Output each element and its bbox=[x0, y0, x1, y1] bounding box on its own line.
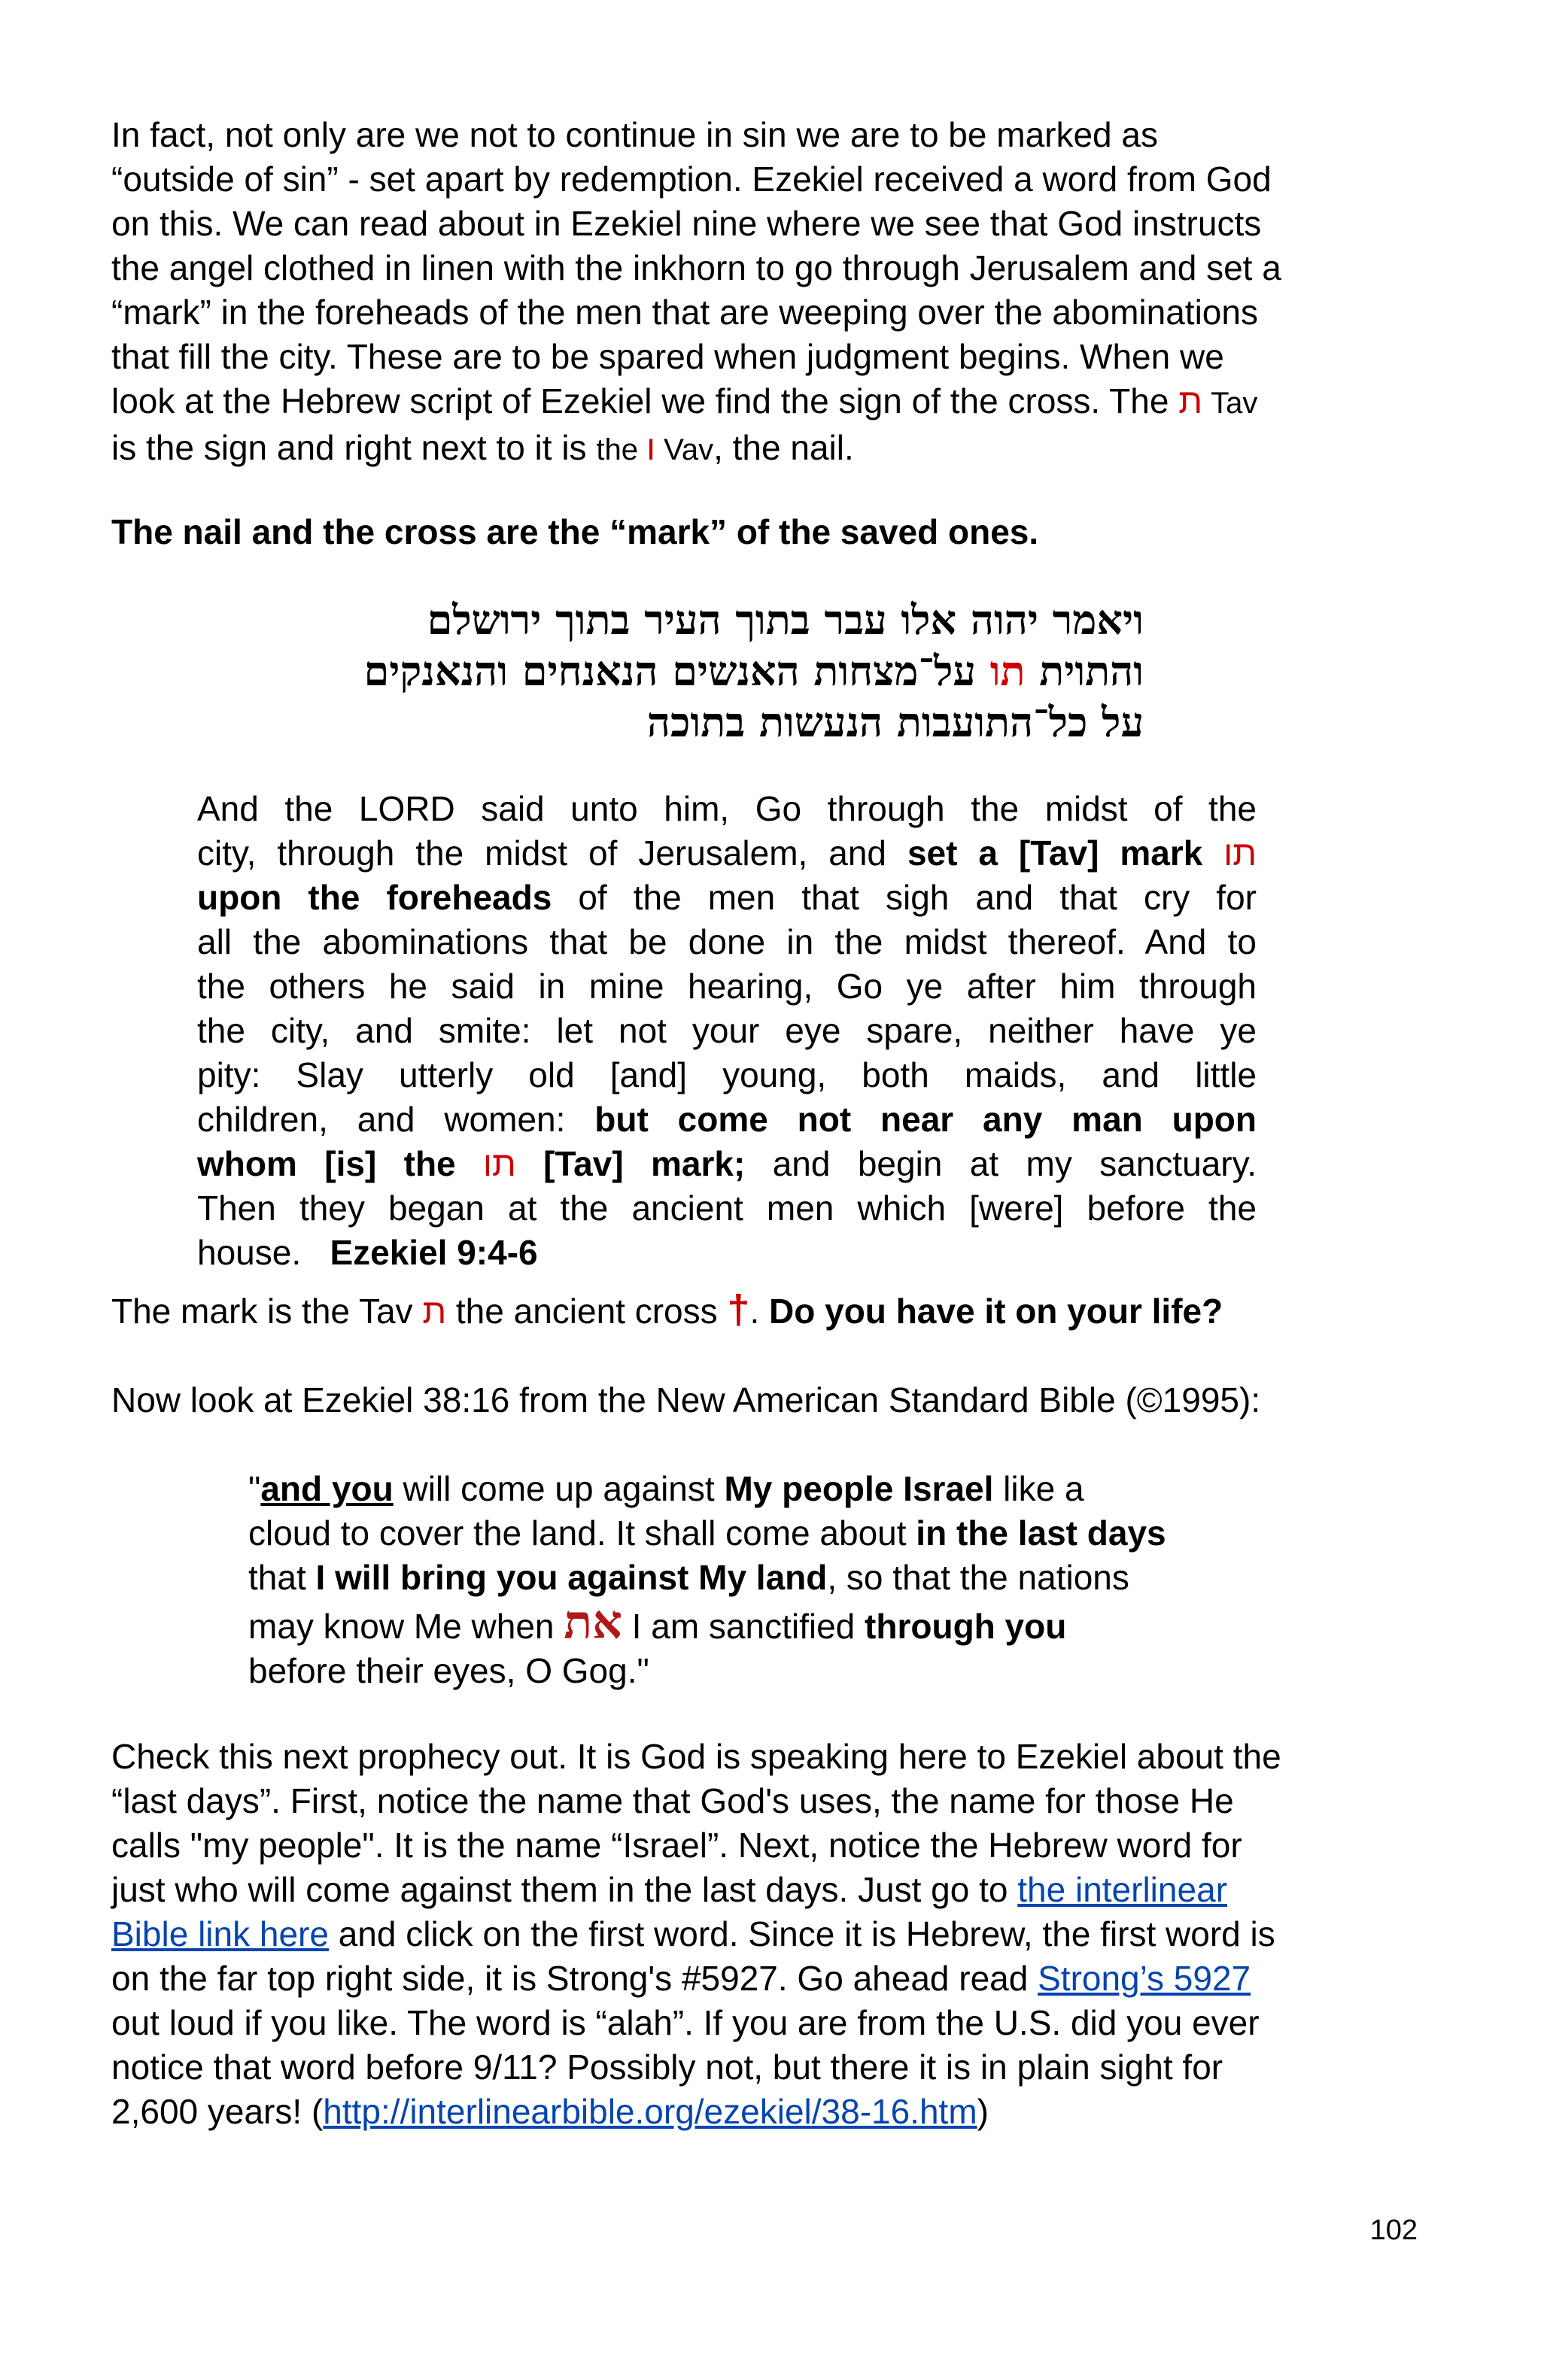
intro-line: on this. We can read about in Ezekiel nine where we see that God instructs bbox=[111, 204, 1262, 243]
nasb-text: like a bbox=[993, 1469, 1084, 1508]
interlinear-link[interactable]: Bible link here bbox=[111, 1914, 329, 1953]
strongs-link[interactable]: Strong’s 5927 bbox=[1038, 1959, 1251, 1998]
page-number: 102 bbox=[1369, 2215, 1418, 2246]
nasb-quote bbox=[248, 1467, 1302, 1693]
mark-question: Do you have it on your life? bbox=[769, 1292, 1223, 1331]
vav-name: Vav bbox=[655, 433, 714, 466]
tav-name: Tav bbox=[1202, 387, 1258, 420]
quote-line: Then they began at the ancient men which [were] before the bbox=[197, 1188, 1257, 1228]
closing-text: ) bbox=[977, 2092, 989, 2131]
quote-text: children, and women: bbox=[197, 1100, 595, 1139]
nasb-bold: My people Israel bbox=[724, 1469, 994, 1508]
hebrew-line bbox=[226, 645, 1144, 697]
intro-line: “outside of sin” - set apart by redemption. Ezekiel received a word from God bbox=[111, 159, 1272, 199]
quote-bold: whom [is] the bbox=[197, 1144, 484, 1183]
vav-letter: ו bbox=[646, 428, 656, 467]
closing-line: calls "my people". It is the name “Israel”. Next, notice the Hebrew word for bbox=[111, 1826, 1242, 1865]
closing-line bbox=[111, 1957, 1421, 2001]
nasb-intro bbox=[111, 1378, 1421, 1422]
intro-line: “mark” in the foreheads of the men that are weeping over the abominations bbox=[111, 293, 1258, 332]
intro-text: look at the Hebrew script of Ezekiel we find the sign of the cross. The bbox=[111, 381, 1179, 420]
quote-line bbox=[197, 1142, 1257, 1186]
intro-paragraph bbox=[111, 113, 1421, 472]
quote-text: and begin at my sanctuary. bbox=[745, 1144, 1257, 1183]
mark-text: . bbox=[749, 1292, 770, 1331]
hebrew-tav: תו bbox=[989, 647, 1026, 695]
quote-bold: upon the foreheads bbox=[197, 878, 552, 917]
nasb-text: cloud to cover the land. It shall come about bbox=[248, 1513, 916, 1553]
closing-line bbox=[111, 1868, 1421, 1912]
quote-tav: תו bbox=[483, 1144, 516, 1183]
closing-text: and click on the first word. Since it is Hebrew, the first word is bbox=[328, 1914, 1275, 1953]
kjv-quote bbox=[197, 787, 1257, 1275]
intro-text: , the nail. bbox=[713, 428, 854, 467]
mark-text: the ancient cross bbox=[446, 1292, 728, 1331]
aleph-tav-glyph: את bbox=[564, 1595, 622, 1650]
quote-bold: [Tav] mark; bbox=[515, 1144, 746, 1183]
mark-line bbox=[111, 1288, 1421, 1334]
quote-bold: set a [Tav] mark bbox=[907, 833, 1203, 873]
mark-text: The mark is the Tav bbox=[111, 1292, 423, 1331]
nasb-line bbox=[248, 1595, 1302, 1650]
quote-line: the others he said in mine hearing, Go ye after him through bbox=[197, 967, 1257, 1006]
nasb-bold: through you bbox=[865, 1607, 1067, 1646]
nasb-bold: in the last days bbox=[916, 1513, 1166, 1553]
mark-paragraph bbox=[111, 1288, 1421, 1334]
quote-line: the city, and smite: let not your eye spare, neither have ye bbox=[197, 1011, 1257, 1050]
intro-line: that fill the city. These are to be spared when judgment begins. When we bbox=[111, 337, 1224, 376]
closing-line: notice that word before 9/11? Possibly not, but there it is in plain sight for bbox=[111, 2048, 1223, 2087]
closing-text: on the far top right side, it is Strong's #5927. Go ahead read bbox=[111, 1959, 1038, 1998]
quote-line: And the LORD said unto him, Go through the midst of the bbox=[197, 789, 1257, 828]
quote-line bbox=[197, 876, 1257, 920]
quote-text: of the men that sigh and that cry for bbox=[552, 878, 1257, 917]
quote-bold: but come not near any man upon bbox=[594, 1100, 1257, 1139]
heading bbox=[111, 510, 1421, 554]
nasb-text: may know Me when bbox=[248, 1607, 564, 1646]
nasb-text: , so that the nations bbox=[827, 1558, 1129, 1597]
nasb-text: " bbox=[248, 1469, 261, 1508]
the-word: the bbox=[596, 433, 647, 466]
quote-line bbox=[197, 1097, 1257, 1142]
heading-text: The nail and the cross are the “mark” of the saved ones. bbox=[111, 512, 1039, 551]
cross-icon: † bbox=[727, 1287, 750, 1332]
closing-line bbox=[111, 2090, 1421, 2134]
intro-line bbox=[111, 426, 1421, 472]
hebrew-text: על־מצחות האנשים הנאנחים והנאנקים bbox=[363, 647, 990, 695]
quote-line bbox=[197, 831, 1257, 876]
nasb-line bbox=[248, 1467, 1302, 1511]
interlinear-link[interactable]: the interlinear bbox=[1017, 1870, 1227, 1909]
tav-letter: ת bbox=[422, 1292, 447, 1331]
closing-line: Check this next prophecy out. It is God is speaking here to Ezekiel about the bbox=[111, 1737, 1281, 1776]
nasb-underlined: and you bbox=[260, 1469, 394, 1508]
closing-line: out loud if you like. The word is “alah”. If you are from the U.S. did you ever bbox=[111, 2003, 1260, 2042]
closing-text: just who will come against them in the last days. Just go to bbox=[111, 1870, 1018, 1909]
quote-line: pity: Slay utterly old [and] young, both maids, and little bbox=[197, 1055, 1257, 1094]
quote-text: house. bbox=[197, 1233, 330, 1272]
nasb-text: that bbox=[248, 1558, 316, 1597]
nasb-text: will come up against bbox=[393, 1469, 725, 1508]
intro-line: In fact, not only are we not to continue in sin we are to be marked as bbox=[111, 115, 1159, 154]
closing-line: “last days”. First, notice the name that God's uses, the name for those He bbox=[111, 1781, 1234, 1820]
nasb-bold: I will bring you against My land bbox=[315, 1558, 828, 1597]
hebrew-verse bbox=[226, 594, 1144, 748]
nasb-text: I am sanctified bbox=[622, 1607, 865, 1646]
nasb-line bbox=[248, 1556, 1302, 1600]
hebrew-line: על כל־התועבות הנעשות בתוכה bbox=[646, 698, 1144, 746]
hebrew-line: ויאמר יהוה אלו עבר בתוך העיר בתוך ירושלם bbox=[427, 596, 1144, 644]
quote-line bbox=[197, 1231, 1257, 1275]
closing-paragraph bbox=[111, 1735, 1421, 2134]
hebrew-text: והתוית bbox=[1025, 647, 1144, 695]
closing-text: 2,600 years! ( bbox=[111, 2092, 324, 2131]
url-link[interactable]: http://interlinearbible.org/ezekiel/38-16.htm bbox=[323, 2092, 977, 2131]
quote-tav: תו bbox=[1223, 833, 1257, 873]
intro-line bbox=[111, 379, 1421, 426]
nasb-intro-text: Now look at Ezekiel 38:16 from the New American Standard Bible (©1995): bbox=[111, 1380, 1261, 1419]
quote-line: all the abominations that be done in the midst thereof. And to bbox=[197, 922, 1257, 961]
quote-reference: Ezekiel 9:4-6 bbox=[330, 1233, 538, 1272]
quote-text: city, through the midst of Jerusalem, and bbox=[197, 833, 907, 873]
tav-letter: ת bbox=[1178, 381, 1202, 420]
intro-line: the angel clothed in linen with the inkhorn to go through Jerusalem and set a bbox=[111, 248, 1281, 287]
nasb-line: before their eyes, O Gog." bbox=[248, 1651, 649, 1690]
nasb-line bbox=[248, 1511, 1302, 1556]
intro-text: is the sign and right next to it is bbox=[111, 428, 597, 467]
closing-line bbox=[111, 1912, 1421, 1957]
